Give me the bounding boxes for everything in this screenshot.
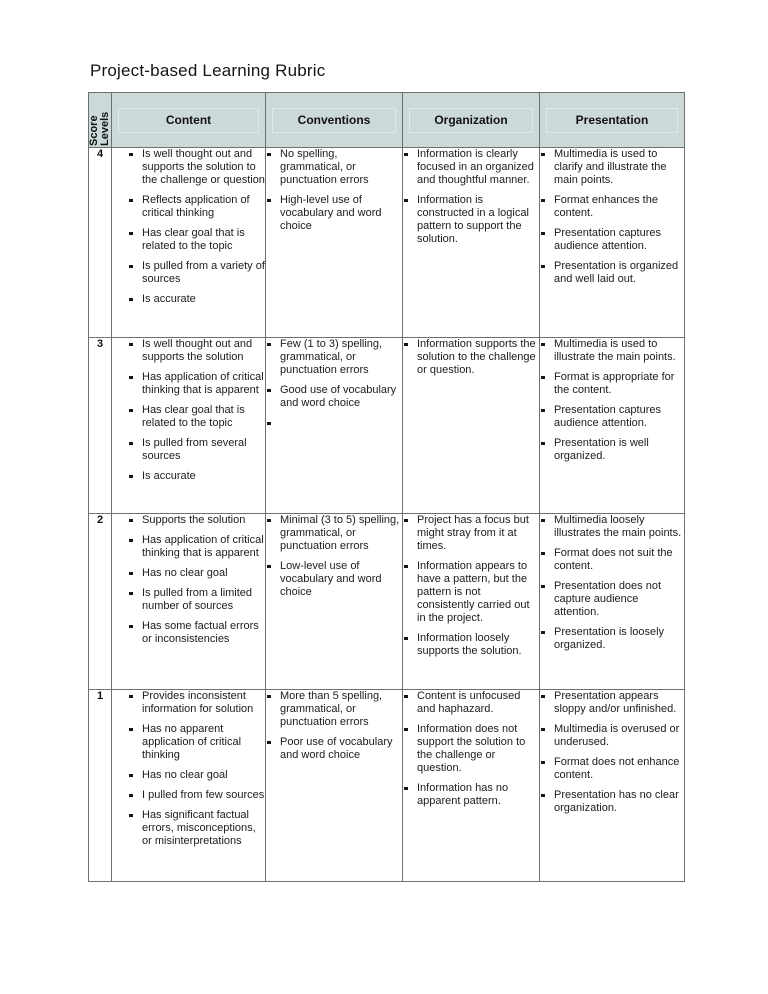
- bullet-item: Information loosely supports the solution.: [403, 632, 539, 658]
- cell-level1-conventions: [266, 690, 403, 882]
- column-header-presentation: [540, 93, 685, 148]
- cell-level3-conventions: [266, 338, 403, 514]
- bullet-item: Has clear goal that is related to the topic: [128, 404, 265, 430]
- bullet-item: Is well thought out and supports the solution to the challenge or question: [128, 148, 265, 187]
- cell-level4-presentation: [540, 148, 685, 338]
- bullet-list: [403, 338, 539, 377]
- bullet-item: Has some factual errors or inconsistencies: [128, 620, 265, 646]
- bullet-item: Minimal (3 to 5) spelling, grammatical, or punctuation errors: [266, 514, 402, 553]
- bullet-item: Presentation has no clear organization.: [540, 789, 684, 815]
- bullet-item: Reflects application of critical thinking: [128, 194, 265, 220]
- score-cell-4: 4: [89, 148, 112, 338]
- bullet-item: Information does not support the solution to the challenge or question.: [403, 723, 539, 775]
- score-levels-header: [89, 93, 112, 148]
- cell-level1-organization: [403, 690, 540, 882]
- bullet-item: No spelling, grammatical, or punctuation errors: [266, 148, 402, 187]
- rubric-row-level-4: [89, 148, 685, 338]
- bullet-item: Has significant factual errors, misconceptions, or misinterpretations: [128, 809, 265, 848]
- bullet-item: Presentation captures audience attention.: [540, 404, 684, 430]
- bullet-item: Information is constructed in a logical pattern to support the solution.: [403, 194, 539, 246]
- bullet-item: Is pulled from a variety of sources: [128, 260, 265, 286]
- bullet-list: [540, 690, 684, 815]
- bullet-item: I pulled from few sources: [128, 789, 265, 802]
- bullet-list: [403, 148, 539, 246]
- bullet-item: Information supports the solution to the challenge or question.: [403, 338, 539, 377]
- cell-level2-organization: [403, 514, 540, 690]
- cell-level2-conventions: [266, 514, 403, 690]
- page-title: Project-based Learning Rubric: [90, 61, 326, 80]
- column-header-conventions-label: Conventions: [272, 108, 396, 133]
- bullet-item: Format is appropriate for the content.: [540, 371, 684, 397]
- bullet-item: Has application of critical thinking that is apparent: [128, 534, 265, 560]
- cell-level3-presentation: [540, 338, 685, 514]
- bullet-list: [540, 148, 684, 286]
- bullet-item: Is pulled from a limited number of sources: [128, 587, 265, 613]
- bullet-item: Information is clearly focused in an organized and thoughtful manner.: [403, 148, 539, 187]
- bullet-item: Presentation is organized and well laid out.: [540, 260, 684, 286]
- bullet-item: Project has a focus but might stray from it at times.: [403, 514, 539, 553]
- bullet-item: Supports the solution: [128, 514, 265, 527]
- bullet-item: Is accurate: [128, 293, 265, 306]
- cell-level1-presentation: [540, 690, 685, 882]
- bullet-item: Has application of critical thinking that is apparent: [128, 371, 265, 397]
- cell-level2-content: [112, 514, 266, 690]
- score-cell-1: 1: [89, 690, 112, 882]
- cell-level2-presentation: [540, 514, 685, 690]
- bullet-list: [403, 690, 539, 808]
- bullet-list: [266, 338, 402, 430]
- bullet-item: Is accurate: [128, 470, 265, 483]
- bullet-list: [540, 514, 684, 652]
- bullet-item: High-level use of vocabulary and word choice: [266, 194, 402, 233]
- bullet-list: [266, 514, 402, 599]
- column-header-organization-label: Organization: [409, 108, 533, 133]
- score-cell-2: 2: [89, 514, 112, 690]
- bullet-item: Content is unfocused and haphazard.: [403, 690, 539, 716]
- header-row: [89, 93, 685, 148]
- bullet-item: Format enhances the content.: [540, 194, 684, 220]
- bullet-item: Multimedia is used to clarify and illustrate the main points.: [540, 148, 684, 187]
- bullet-item: Information has no apparent pattern.: [403, 782, 539, 808]
- bullet-list: [128, 148, 265, 306]
- column-header-content: [112, 93, 266, 148]
- score-cell-3: 3: [89, 338, 112, 514]
- rubric-row-level-2: [89, 514, 685, 690]
- cell-level3-content: [112, 338, 266, 514]
- bullet-item: Presentation captures audience attention.: [540, 227, 684, 253]
- bullet-item: Format does not suit the content.: [540, 547, 684, 573]
- bullet-item: Multimedia loosely illustrates the main points.: [540, 514, 684, 540]
- bullet-item: Presentation is well organized.: [540, 437, 684, 463]
- bullet-item: Presentation is loosely organized.: [540, 626, 684, 652]
- bullet-item: Low-level use of vocabulary and word choice: [266, 560, 402, 599]
- rubric-row-level-1: [89, 690, 685, 882]
- bullet-item: Information appears to have a pattern, but the pattern is not consistently carried out in the project.: [403, 560, 539, 625]
- bullet-item: Multimedia is overused or underused.: [540, 723, 684, 749]
- cell-level4-conventions: [266, 148, 403, 338]
- bullet-item: Is pulled from several sources: [128, 437, 265, 463]
- bullet-item: Presentation appears sloppy and/or unfinished.: [540, 690, 684, 716]
- bullet-list: [128, 690, 265, 848]
- bullet-list: [128, 338, 265, 483]
- column-header-content-label: Content: [118, 108, 259, 133]
- bullet-item: Few (1 to 3) spelling, grammatical, or punctuation errors: [266, 338, 402, 377]
- bullet-item: More than 5 spelling, grammatical, or punctuation errors: [266, 690, 402, 729]
- cell-level1-content: [112, 690, 266, 882]
- bullet-list: [266, 690, 402, 762]
- rubric-row-level-3: [89, 338, 685, 514]
- bullet-item: [266, 417, 402, 430]
- bullet-item: Multimedia is used to illustrate the main points.: [540, 338, 684, 364]
- column-header-organization: [403, 93, 540, 148]
- cell-level4-organization: [403, 148, 540, 338]
- bullet-list: [403, 514, 539, 658]
- column-header-conventions: [266, 93, 403, 148]
- cell-level4-content: [112, 148, 266, 338]
- bullet-item: Good use of vocabulary and word choice: [266, 384, 402, 410]
- bullet-list: [540, 338, 684, 463]
- bullet-list: [266, 148, 402, 233]
- bullet-item: Provides inconsistent information for solution: [128, 690, 265, 716]
- bullet-item: Has no apparent application of critical thinking: [128, 723, 265, 762]
- cell-level3-organization: [403, 338, 540, 514]
- bullet-list: [128, 514, 265, 646]
- bullet-item: Is well thought out and supports the solution: [128, 338, 265, 364]
- bullet-item: Poor use of vocabulary and word choice: [266, 736, 402, 762]
- bullet-item: Has no clear goal: [128, 769, 265, 782]
- score-levels-label: Score Levels: [88, 111, 111, 146]
- bullet-item: Has no clear goal: [128, 567, 265, 580]
- column-header-presentation-label: Presentation: [546, 108, 678, 133]
- bullet-item: Has clear goal that is related to the topic: [128, 227, 265, 253]
- bullet-item: Presentation does not capture audience attention.: [540, 580, 684, 619]
- bullet-item: Format does not enhance content.: [540, 756, 684, 782]
- rubric-table: [88, 92, 685, 882]
